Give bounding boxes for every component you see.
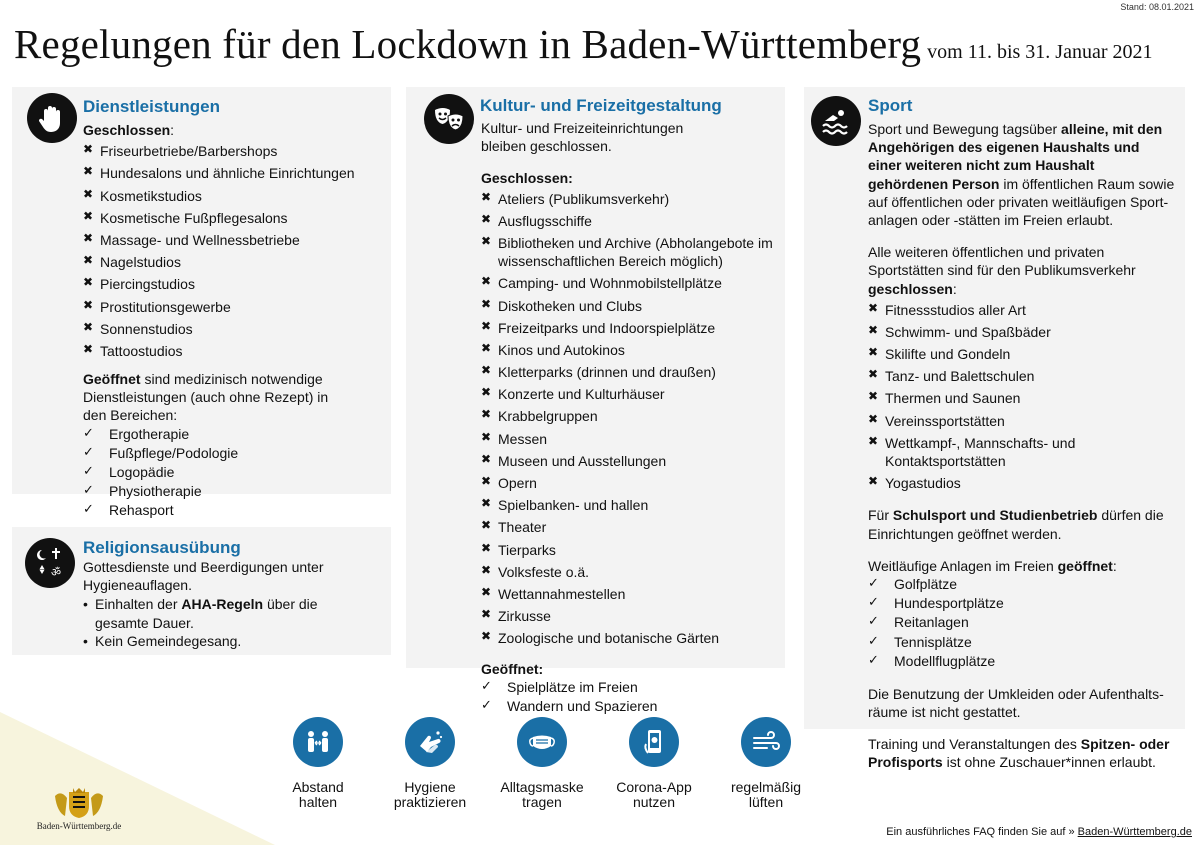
culture-intro: Kultur- und Freizeiteinrichtungen bleiben geschlossen. [481,120,684,155]
list-item: ✖ Zoologische und botanische Gärten [481,629,776,647]
list-item: ✖ Diskotheken und Clubs [481,297,776,315]
mask-icon [517,717,567,767]
theater-masks-icon [424,94,474,144]
list-item: ✖ Camping- und Wohnmobilstellplätze [481,274,776,292]
svg-text:ॐ: ॐ [51,566,62,579]
list-item: ✖ Prostitutionsgewerbe [83,298,383,316]
list-item: ✖ Ateliers (Publikumsverkehr) [481,190,776,208]
services-closed-list [83,142,383,360]
list-item: ✖ Kletterparks (drinnen und draußen) [481,363,776,381]
list-item: ✖ Bibliotheken und Archive (Abholangebote im wissenschaftlichen Bereich möglich) [481,234,776,270]
logo-text: Baden-Württemberg.de [36,821,122,831]
sport-paragraph-4 [868,557,1176,575]
services-open-text [83,370,338,425]
services-open-list [83,425,383,520]
faq-link[interactable]: Baden-Württemberg.de [1077,826,1192,838]
list-item: ✖ Freizeitparks und Indoorspielplätze [481,319,776,337]
rule-label [500,780,583,811]
distance-icon [293,717,343,767]
services-closed-label: Geschlossen [83,122,171,138]
rule-line1: Corona-App [616,779,692,795]
wind-icon [741,717,791,767]
list-item: ✓ Golfplätze [868,575,1176,593]
page-title [14,18,1153,71]
culture-title: Kultur- und Freizeitgestaltung [480,96,722,115]
sport-p6-post: ist ohne Zuschauer*innen erlaubt. [942,754,1156,771]
rule-line2: tragen [522,794,562,811]
sport-closed-list [868,301,1176,493]
services-title: Dienstleistungen [83,97,220,116]
list-item: ✓ Spielplätze im Freien [481,678,776,696]
list-item: ✖ Piercingstudios [83,275,383,293]
rule-line1: Alltagsmaske [500,779,584,795]
religion-title: Religionsausübung [83,538,241,557]
rule-ventilate [710,717,822,811]
list-item: ✖ Ausflugsschiffe [481,212,776,230]
sport-p2-post: : [952,280,957,297]
list-item: ✓ Hundesportplätze [868,594,1176,612]
sport-paragraph-1 [868,120,1176,229]
list-item: ✖ Tierparks [481,541,776,559]
rule-line1: regelmäßig [730,779,802,795]
sport-panel [804,87,1185,771]
phone-app-icon [629,717,679,767]
sport-p1-pre: Sport und Bewegung tagsüber [868,121,1062,137]
rule-mask [486,717,598,811]
list-item: ✖ Kosmetische Fußpflegesalons [83,209,383,227]
list-item: ✖ Friseurbetriebe/Barbershops [83,142,383,160]
sport-open-list [868,575,1176,670]
hand-stop-icon [27,93,77,143]
services-content [83,121,383,521]
sport-p3-pre: Für [868,507,893,524]
list-item: ✖ Massage- und Wellnessbetriebe [83,231,383,249]
culture-panel [406,87,785,714]
date-stamp: Stand: 08.01.2021 [1120,2,1194,12]
rule-line1: Abstand [292,779,344,795]
list-item: ✖ Schwimm- und Spaßbäder [868,323,1176,341]
sport-p3-bold: Schulsport und Studienbetrieb [892,507,1098,524]
list-item: ✓ Rehasport [83,501,383,519]
list-item: ✖ Thermen und Saunen [868,389,1176,407]
list-item: ✖ Fitnessstudios aller Art [868,301,1176,319]
faq-text: Ein ausführliches FAQ finden Sie auf » [886,826,1078,838]
sport-p2-bold: geschlossen [868,280,953,297]
services-closed-colon: : [170,122,175,138]
list-item: ✓ Wandern und Spazieren [481,697,776,715]
sport-title: Sport [868,96,913,115]
list-item: ✖ Museen und Ausstellungen [481,452,776,470]
title-date-range: vom 11. bis 31. Januar 2021 [927,41,1153,63]
rule-label [292,780,343,811]
rule-line2: halten [298,794,338,811]
swimmer-icon [811,96,861,146]
sport-p4-bold: geöffnet [1057,557,1113,574]
list-item: ✓ Ergotherapie [83,425,383,443]
sport-p4-post: : [1112,557,1117,574]
list-item: ✖ Wettannahmestellen [481,585,776,603]
religion-bullet1-pre: Einhalten der [95,596,182,613]
list-item: ✖ Volksfeste o.ä. [481,563,776,581]
list-item: ✖ Kosmetikstudios [83,187,383,205]
list-item: ✖ Tanz- und Balettschulen [868,367,1176,385]
list-item: ✖ Tattoostudios [83,342,383,360]
religion-list [83,595,373,650]
list-item: ✖ Sonnenstudios [83,320,383,338]
rule-distance [262,717,374,811]
sport-paragraph-2 [868,243,1176,298]
sport-p4-pre: Weitläufige Anlagen im Freien [868,557,1058,574]
rule-hygiene [374,717,486,811]
culture-closed-list [481,190,776,648]
rule-line2: praktizieren [393,794,467,811]
culture-closed-label: Geschlossen: [481,170,573,187]
sport-p2-pre: Alle weiteren öffentlichen und privaten Sportstätten sind für den Publikumsverkehr [868,244,1136,279]
state-logo[interactable] [34,786,124,833]
hand-wash-icon [405,717,455,767]
list-item [83,595,373,631]
list-item: ✖ Kinos und Autokinos [481,341,776,359]
religion-bullet1-post: über die gesamte Dauer. [95,596,318,631]
list-item: ✓ Fußpflege/Podologie [83,444,383,462]
list-item: ✓ Modellflugplätze [868,652,1176,670]
list-item: ✖ Krabbelgruppen [481,407,776,425]
sport-p1-post: im öffentlichen Raum sowie auf öffentlichen oder privaten weitläufigen Sport-anlagen oder -stätten im Freien erlaubt. [868,175,1175,228]
rule-label [616,780,692,811]
rule-app [598,717,710,811]
services-open-label: Geöffnet [83,371,141,388]
sport-content [868,120,1176,772]
rule-line2: nutzen [632,794,676,811]
religion-symbols-icon [25,538,75,588]
title-main: Regelungen für den Lockdown in Baden-Württemberg [14,21,922,67]
rule-line1: Hygiene [404,779,456,795]
sport-paragraph-5: Die Benutzung der Umkleiden oder Aufenthalts-räume ist nicht gestattet. [868,685,1164,721]
sport-p6-pre: Training und Veranstaltungen des [868,736,1081,753]
sport-paragraph-3 [868,506,1176,542]
list-item: • Kein Gemeindegesang. [83,632,373,650]
list-item: ✓ Physiotherapie [83,482,383,500]
list-item: ✖ Vereinssportstätten [868,412,1176,430]
list-item: ✖ Konzerte und Kulturhäuser [481,385,776,403]
list-item: ✓ Tennisplätze [868,633,1176,651]
list-item: ✖ Skilifte und Gondeln [868,345,1176,363]
coat-of-arms-icon [51,786,107,820]
list-item: ✓ Logopädie [83,463,383,481]
services-panel [12,87,391,519]
sport-p3-post: dürfen die Einrichtungen geöffnet werden. [868,507,1164,542]
list-item: ✖ Messen [481,430,776,448]
list-item: ✖ Spielbanken- und hallen [481,496,776,514]
culture-open-label: Geöffnet: [481,660,544,677]
list-item: ✖ Zirkusse [481,607,776,625]
sport-p6-bold: Spitzen- oder Profisports [868,736,1170,771]
sport-p1-bold: alleine, mit den Angehörigen des eigenen Haushalts und einer weiteren nicht zum Haushalt gehördenen Person [868,121,1163,192]
culture-content [481,119,776,716]
culture-open-list [481,678,776,715]
aha-rules-row [262,717,822,811]
rule-label [394,780,466,811]
services-open-description: sind medizinisch notwendige Dienstleistungen (auch ohne Rezept) in den Bereichen: [83,371,329,424]
list-item: ✖ Hundesalons und ähnliche Einrichtungen [83,164,383,182]
religion-content [83,558,373,650]
faq-note [886,825,1192,839]
sport-paragraph-6 [868,735,1176,771]
religion-panel [12,527,391,655]
rule-line2: lüften [748,794,784,811]
list-item: ✖ Theater [481,518,776,536]
list-item: ✖ Opern [481,474,776,492]
list-item: ✓ Reitanlagen [868,613,1176,631]
rule-label [731,780,801,811]
religion-text: Gottesdienste und Beerdigungen unter Hygieneauflagen. [83,559,324,594]
aha-rules: AHA-Regeln [181,596,264,613]
list-item: ✖ Wettkampf-, Mannschafts- und Kontaktsportstätten [868,434,1098,470]
list-item: ✖ Nagelstudios [83,253,383,271]
list-item: ✖ Yogastudios [868,474,1176,492]
